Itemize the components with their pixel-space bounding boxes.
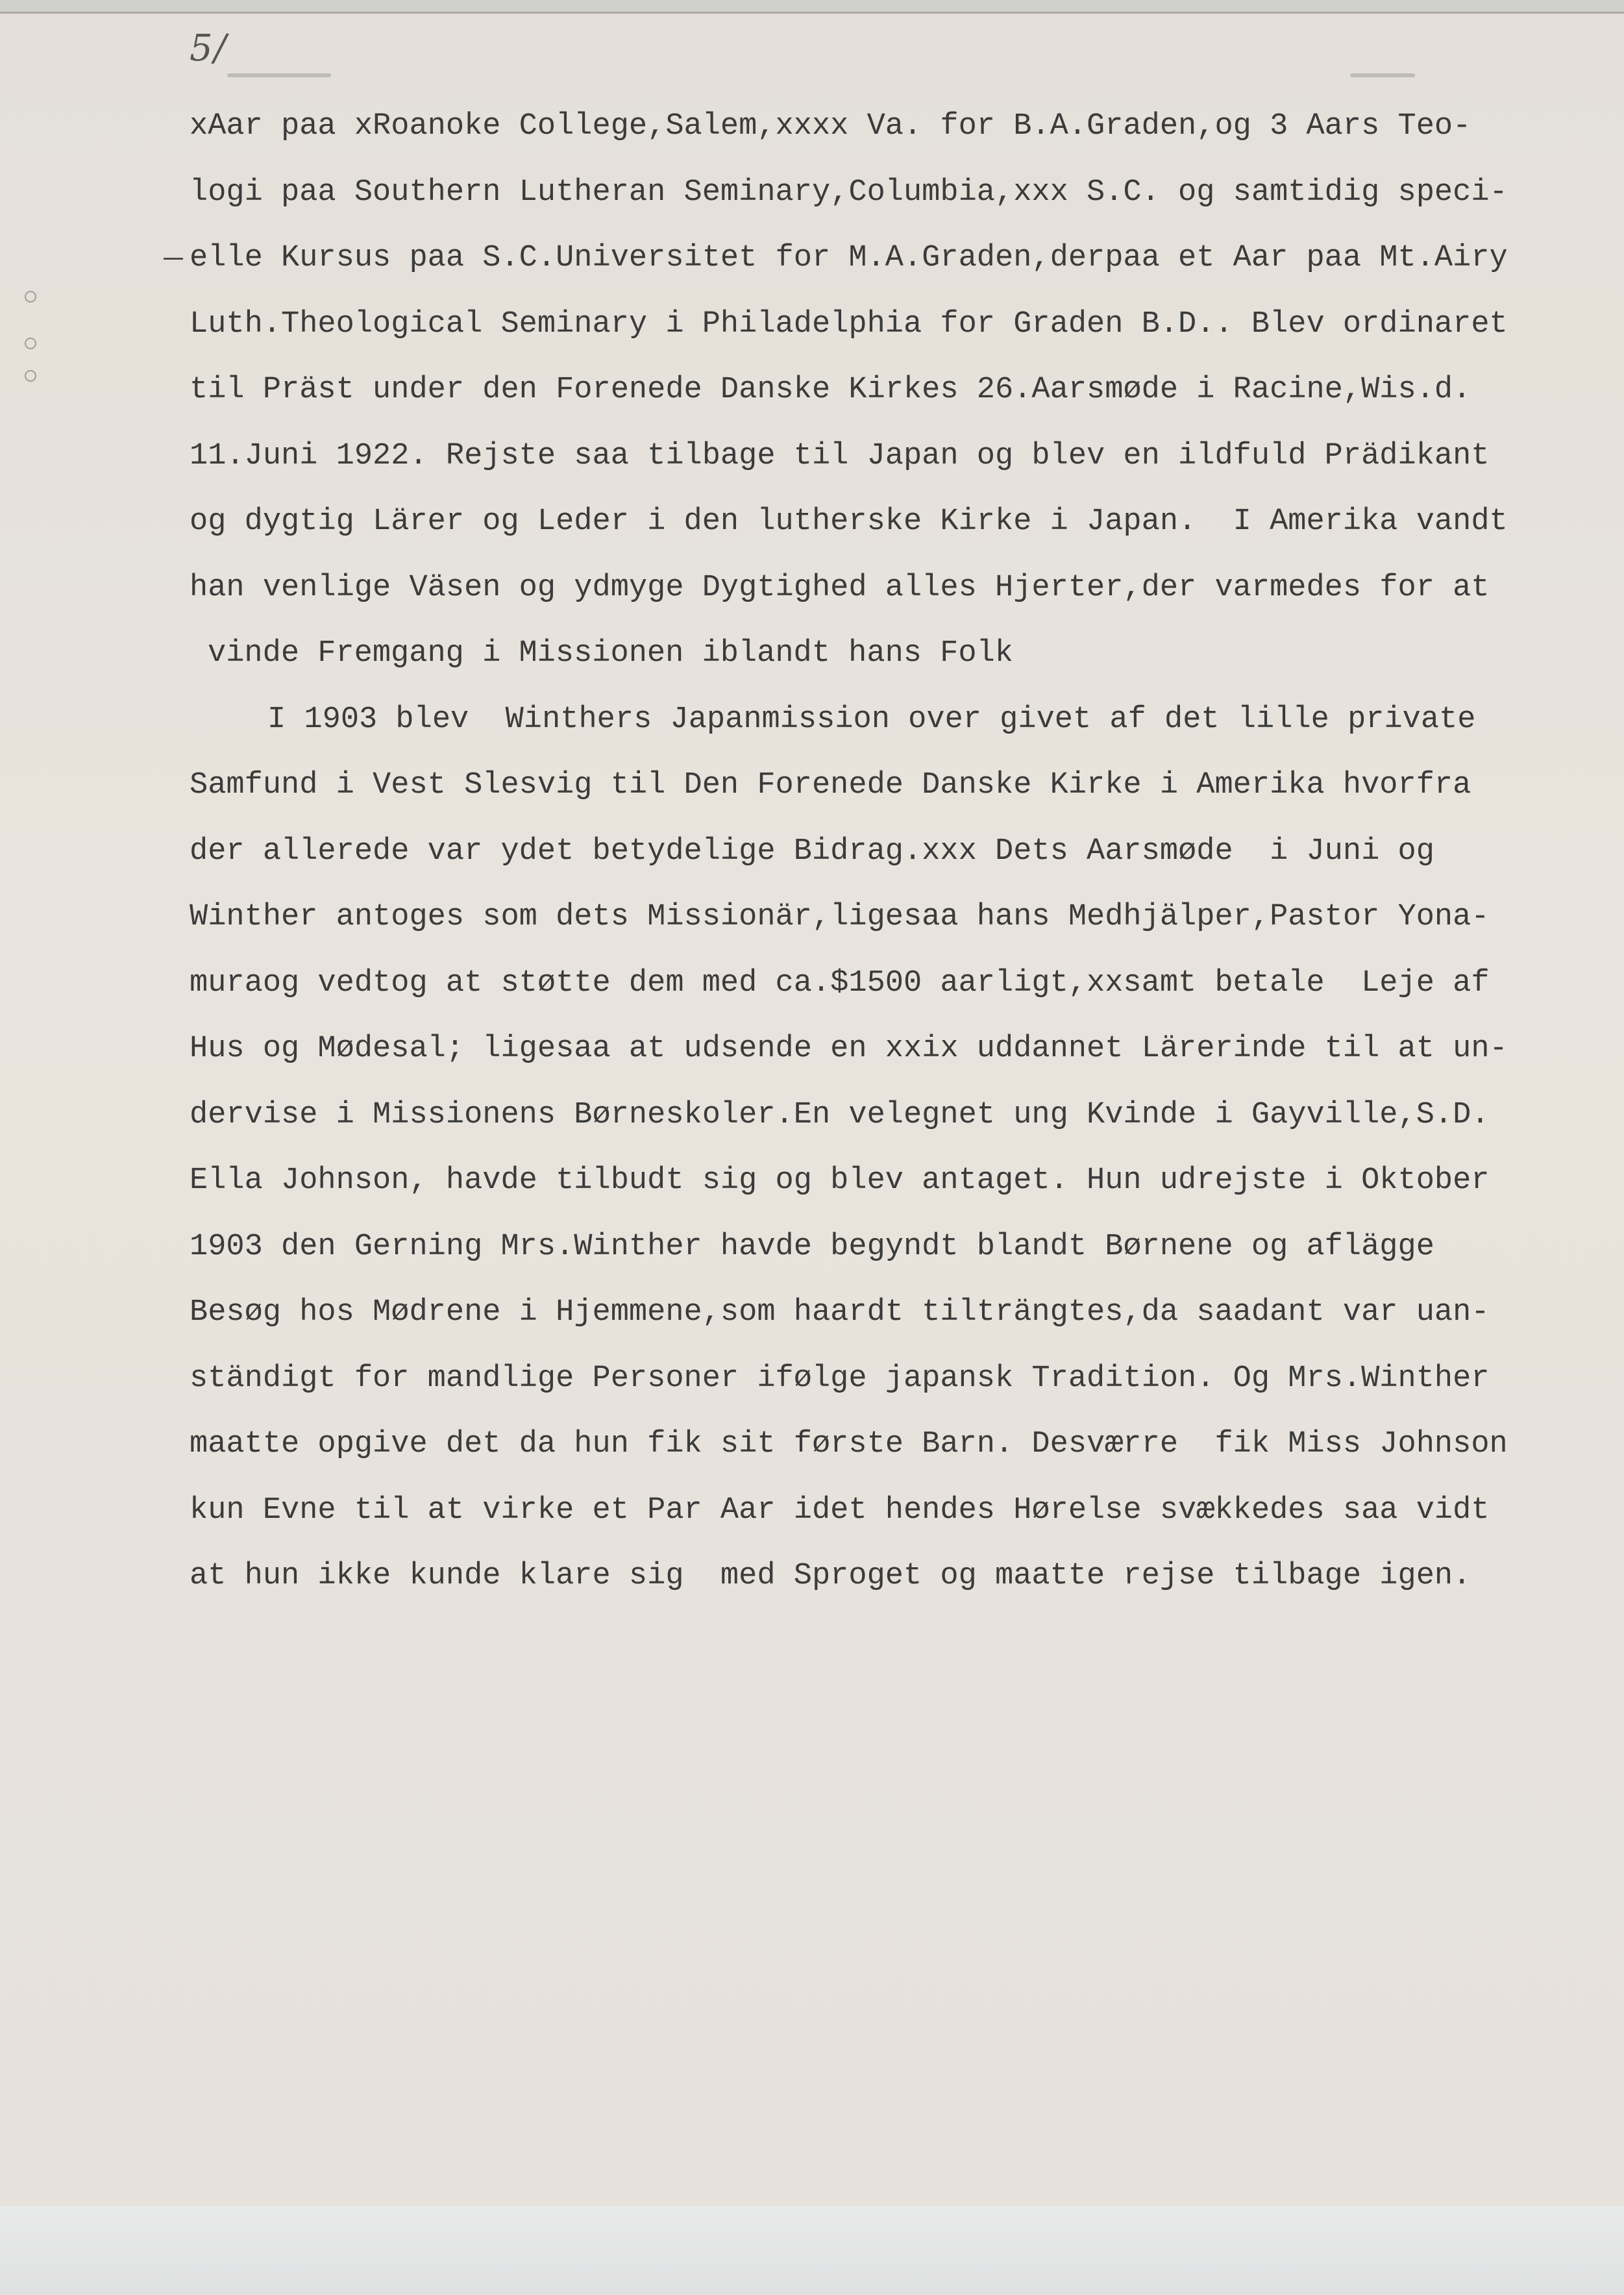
text-line: Samfund i Vest Slesvig til Den Forenede Danske Kirke i Amerika hvorfra [190,768,1471,802]
text-line: til Präst under den Forenede Danske Kirkes 26.Aarsmøde i Racine,Wis.d. [190,373,1471,407]
punch-hole-marks [0,0,52,454]
text-line: ständigt for mandlige Personer ifølge japansk Tradition. Og Mrs.Winther [190,1361,1490,1396]
faint-smudge [1350,73,1415,77]
typewritten-text-body [190,93,1605,1609]
scan-bottom-margin [0,2206,1624,2295]
text-line: xAar paa xRoanoke College,Salem,xxxx Va. for B.A.Graden,og 3 Aars Teo- [190,109,1471,143]
text-line: han venlige Väsen og ydmyge Dygtighed alles Hjerter,der varmedes for at [190,570,1490,605]
text-line: 11.Juni 1922. Rejste saa tilbage til Japan og blev en ildfuld Prädikant [190,438,1490,473]
text-line: Luth.Theological Seminary i Philadelphia for Graden B.D.. Blev ordinaret [190,306,1508,341]
text-line: at hun ikke kunde klare sig med Sproget og maatte rejse tilbage igen. [190,1559,1471,1593]
faint-smudge [227,73,331,77]
text-line: kun Evne til at virke et Par Aar idet hendes Hørelse svækkedes saa vidt [190,1493,1490,1528]
paragraph-start-line: I 1903 blev Winthers Japanmission over givet af det lille private [267,702,1476,737]
text-line: der allerede var ydet betydelige Bidrag.xxx Dets Aarsmøde i Juni og [190,834,1434,869]
text-line: Ella Johnson, havde tilbudt sig og blev antaget. Hun udrejste i Oktober [190,1163,1490,1198]
text-line: maatte opgive det da hun fik sit første Barn. Desværre fik Miss Johnson [190,1427,1508,1461]
text-line: Besøg hos Mødrene i Hjemmene,som haardt tilträngtes,da saadant var uan- [190,1295,1490,1330]
margin-dash-mark [164,258,183,260]
text-line: muraog vedtog at støtte dem med ca.$1500 aarligt,xxsamt betale Leje af [190,965,1490,1000]
text-line: Winther antoges som dets Missionär,ligesaa hans Medhjälper,Pastor Yona- [190,900,1490,934]
text-line: dervise i Missionens Børneskoler.En velegnet ung Kvinde i Gayville,S.D. [190,1097,1490,1132]
text-line: Hus og Mødesal; ligesaa at udsende en xxix uddannet Lärerinde til at un- [190,1032,1508,1066]
text-line: 1903 den Gerning Mrs.Winther havde begyndt blandt Børnene og aflägge [190,1229,1434,1264]
punch-mark [25,291,36,303]
punch-mark [25,338,36,349]
text-line: og dygtig Lärer og Leder i den lutherske Kirke i Japan. I Amerika vandt [190,504,1508,539]
text-line: logi paa Southern Lutheran Seminary,Columbia,xxx S.C. og samtidig speci- [190,175,1508,210]
punch-mark [25,370,36,382]
page-number: 5/ [190,27,228,69]
text-line: elle Kursus paa S.C.Universitet for M.A.Graden,derpaa et Aar paa Mt.Airy [190,241,1508,275]
text-line: vinde Fremgang i Missionen iblandt hans Folk [208,636,1014,671]
